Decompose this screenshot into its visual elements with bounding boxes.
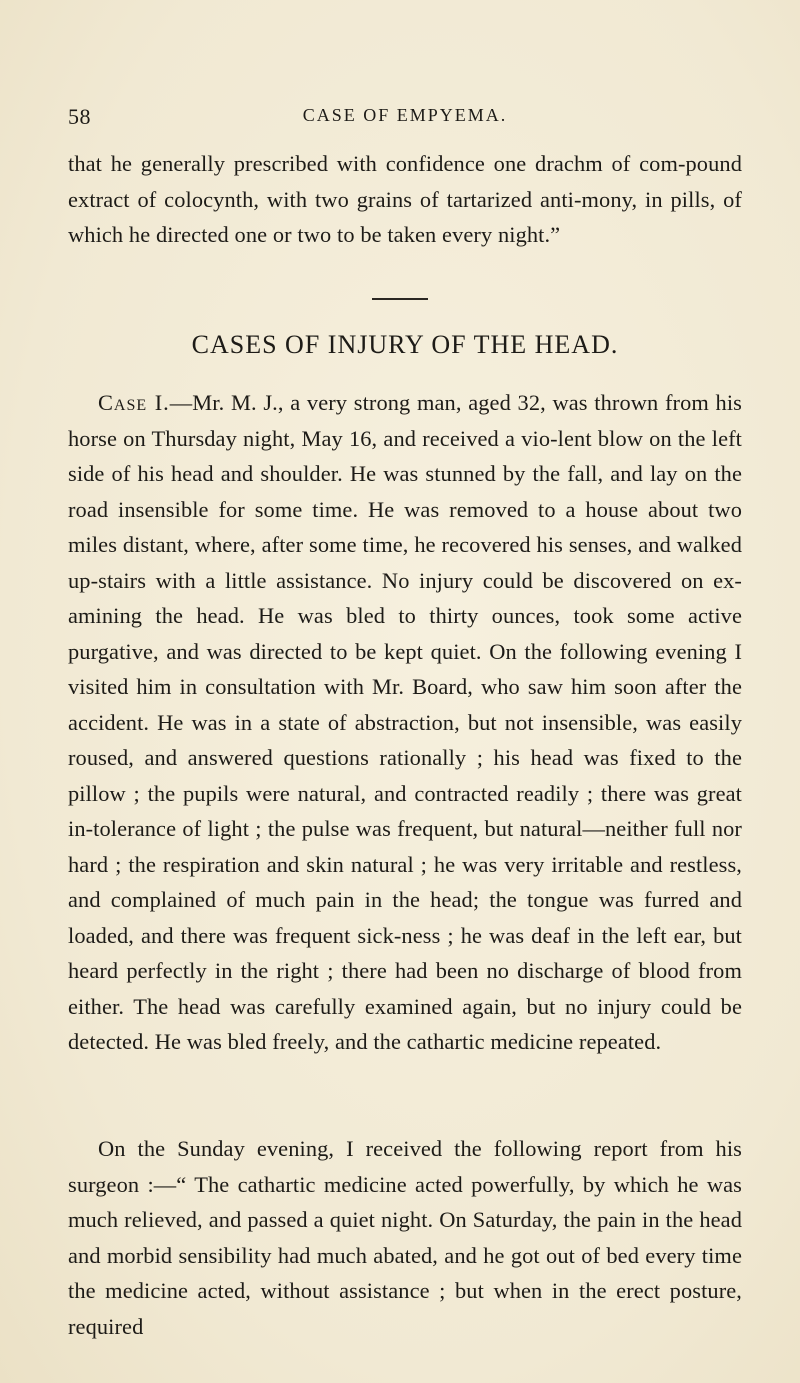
running-head — [68, 104, 742, 134]
continuation-paragraph: that he generally prescribed with confidence one drachm of com-pound extract of colocynth, with two grains of tartarized anti-mony, in pills, of which he directed one or two to be taken every night.” — [68, 151, 742, 247]
sunday-report-block — [68, 1131, 742, 1344]
case-one-block — [68, 385, 742, 1060]
section-heading: CASES OF INJURY OF THE HEAD. — [191, 330, 619, 359]
running-title: CASE OF EMPYEMA. — [302, 105, 508, 125]
case-label: Case I. — [98, 390, 170, 415]
sunday-report-paragraph: On the Sunday evening, I received the following report from his surgeon :—“ The cathartic medicine acted powerfully, by which he was much relieved, and passed a quiet night. On Saturday, the pain in the head and morbid sensibility had much abated, and he got out of bed every time the medicine acted, without assistance ; but when in the erect posture, required — [68, 1136, 742, 1339]
case-one-paragraph — [68, 385, 742, 1060]
page-number: 58 — [68, 104, 91, 129]
case-one-body: —Mr. M. J., a very strong man, aged 32, was thrown from his horse on Thursday night, May 16, and received a vio-lent blow on the left side of his head and shoulder. He was stunned by the fall, and lay on the road insensible for some time. He was removed to a house about two miles distant, where, after some time, he recovered his senses, and walked up-stairs with a little assistance. No injury could be discovered on ex-amining the head. He was bled to thirty ounces, took some active purgative, and was directed to be kept quiet. On the following evening I visited him in consultation with Mr. Board, who saw him soon after the accident. He was in a state of abstraction, but not insensible, was easily roused, and answered questions rationally ; his head was fixed to the pillow ; the pupils were natural, and contracted readily ; there was great in-tolerance of light ; the pulse was frequent, but natural—neither full nor hard ; the respiration and skin natural ; he was very irritable and restless, and complained of much pain in the head; the tongue was furred and loaded, and there was frequent sick-ness ; he was deaf in the left ear, but heard perfectly in the right ; there had been no discharge of blood from either. The head was carefully examined again, but no injury could be detected. He was bled freely, and the cathartic medicine repeated. — [68, 390, 742, 1054]
section-divider — [372, 298, 428, 300]
continuation-block — [68, 146, 742, 253]
